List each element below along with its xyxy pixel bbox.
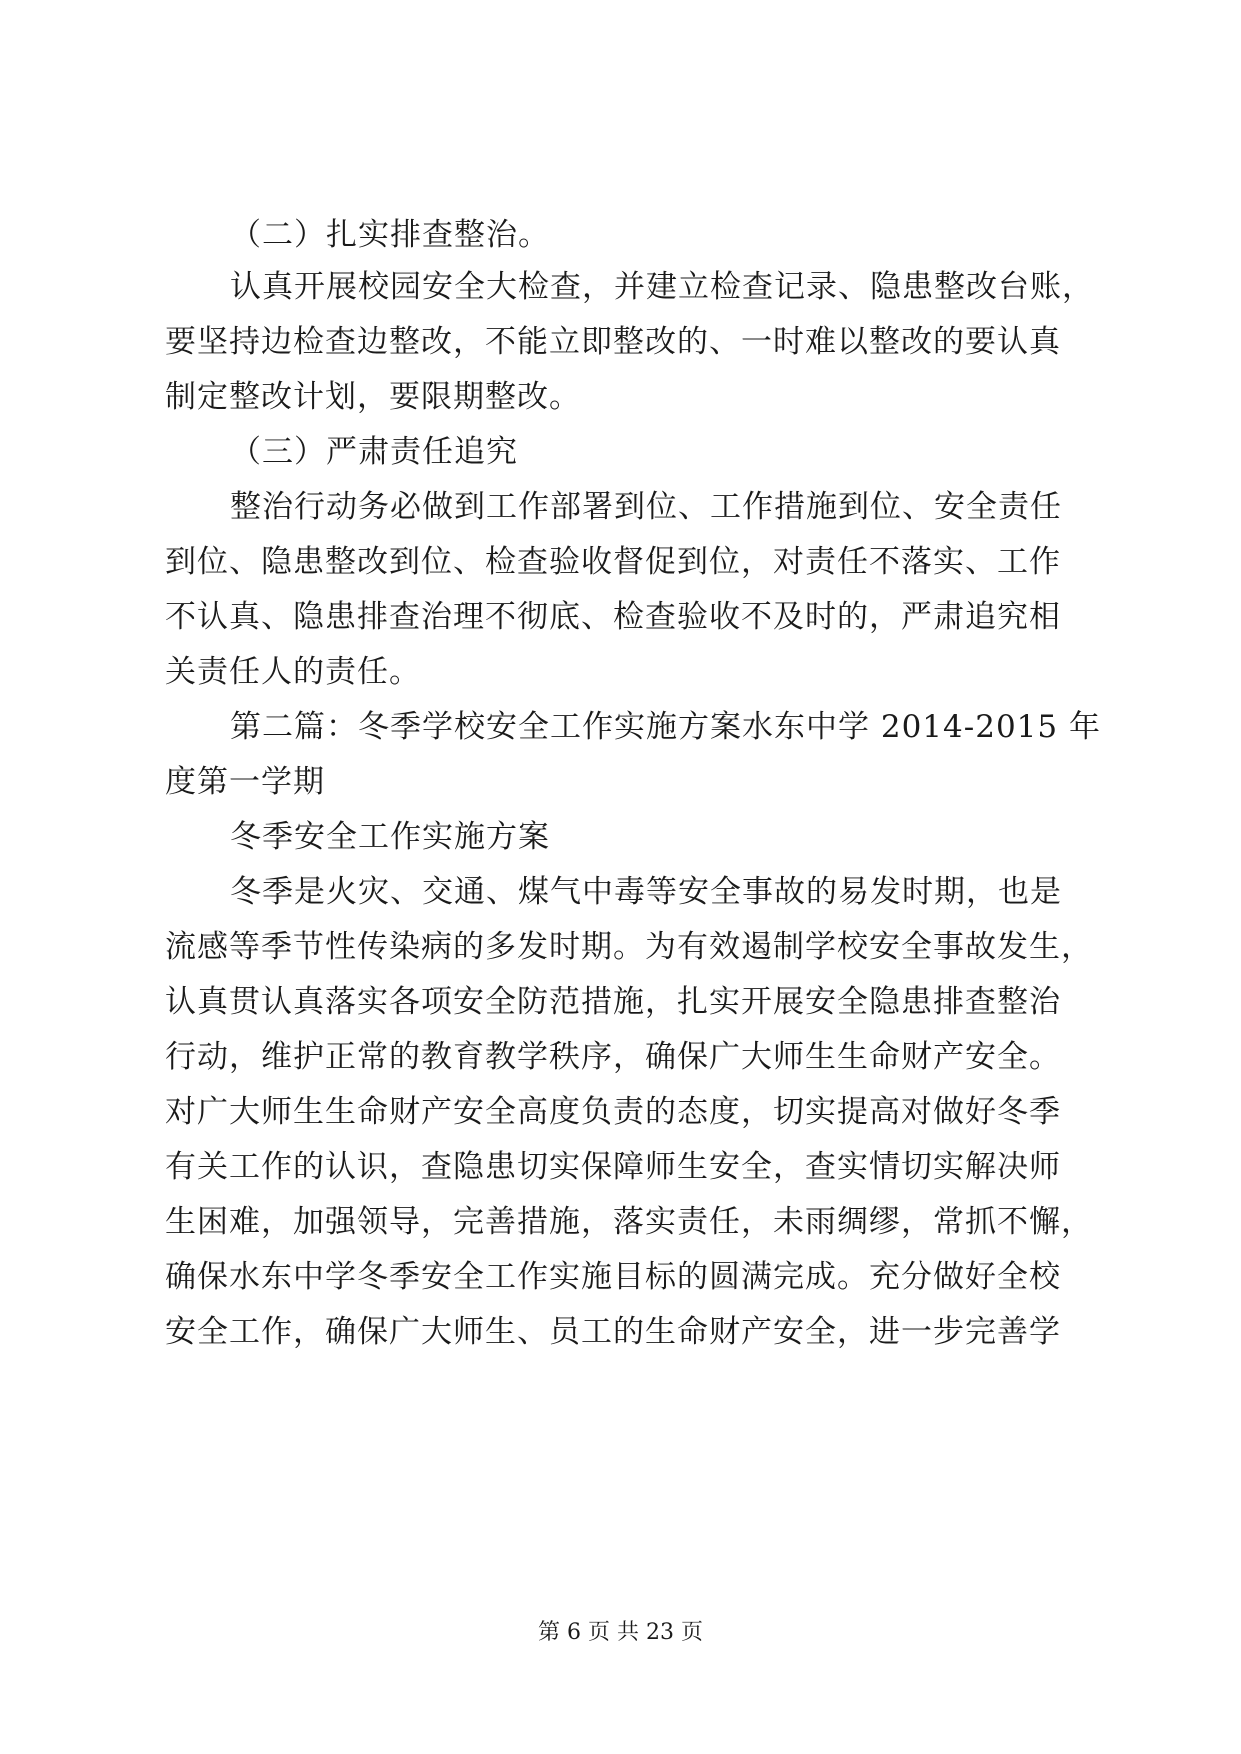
paragraph-line: 流感等季节性传染病的多发时期。为有效遏制学校安全事故发生，: [165, 929, 1093, 965]
paragraph-line: 关责任人的责任。: [165, 654, 421, 690]
paragraph-line: 认真贯认真落实各项安全防范措施，扎实开展安全隐患排查整治: [165, 984, 1061, 1020]
paragraph-line: 确保水东中学冬季安全工作实施目标的圆满完成。充分做好全校: [165, 1259, 1061, 1295]
plan-title: 冬季安全工作实施方案: [230, 819, 550, 855]
page-number-footer: 第 6 页 共 23 页: [538, 1620, 703, 1645]
paragraph-line: 冬季是火灾、交通、煤气中毒等安全事故的易发时期，也是: [230, 874, 1062, 910]
chapter-title-line: 度第一学期: [165, 764, 325, 800]
paragraph-line: 对广大师生生命财产安全高度负责的态度，切实提高对做好冬季: [165, 1094, 1061, 1130]
paragraph-line: 生困难，加强领导，完善措施，落实责任，未雨绸缪，常抓不懈，: [165, 1204, 1093, 1240]
paragraph-line: 不认真、隐患排查治理不彻底、检查验收不及时的，严肃追究相: [165, 599, 1061, 635]
heading-section-3: （三）严肃责任追究: [230, 434, 518, 470]
paragraph-line: 要坚持边检查边整改，不能立即整改的、一时难以整改的要认真: [165, 324, 1061, 360]
paragraph-line: 有关工作的认识，查隐患切实保障师生安全，查实情切实解决师: [165, 1149, 1061, 1185]
paragraph-line: 制定整改计划，要限期整改。: [165, 379, 581, 415]
paragraph-line: 整治行动务必做到工作部署到位、工作措施到位、安全责任: [230, 489, 1062, 525]
paragraph-line: 到位、隐患整改到位、检查验收督促到位，对责任不落实、工作: [165, 544, 1061, 580]
paragraph-line: 认真开展校园安全大检查，并建立检查记录、隐患整改台账，: [230, 269, 1094, 305]
heading-section-2: （二）扎实排查整治。: [230, 217, 550, 253]
chapter-title-line: 第二篇：冬季学校安全工作实施方案水东中学 2014-2015 年: [230, 709, 1101, 745]
paragraph-line: 安全工作，确保广大师生、员工的生命财产安全，进一步完善学: [165, 1314, 1061, 1350]
paragraph-line: 行动，维护正常的教育教学秩序，确保广大师生生命财产安全。: [165, 1039, 1061, 1075]
